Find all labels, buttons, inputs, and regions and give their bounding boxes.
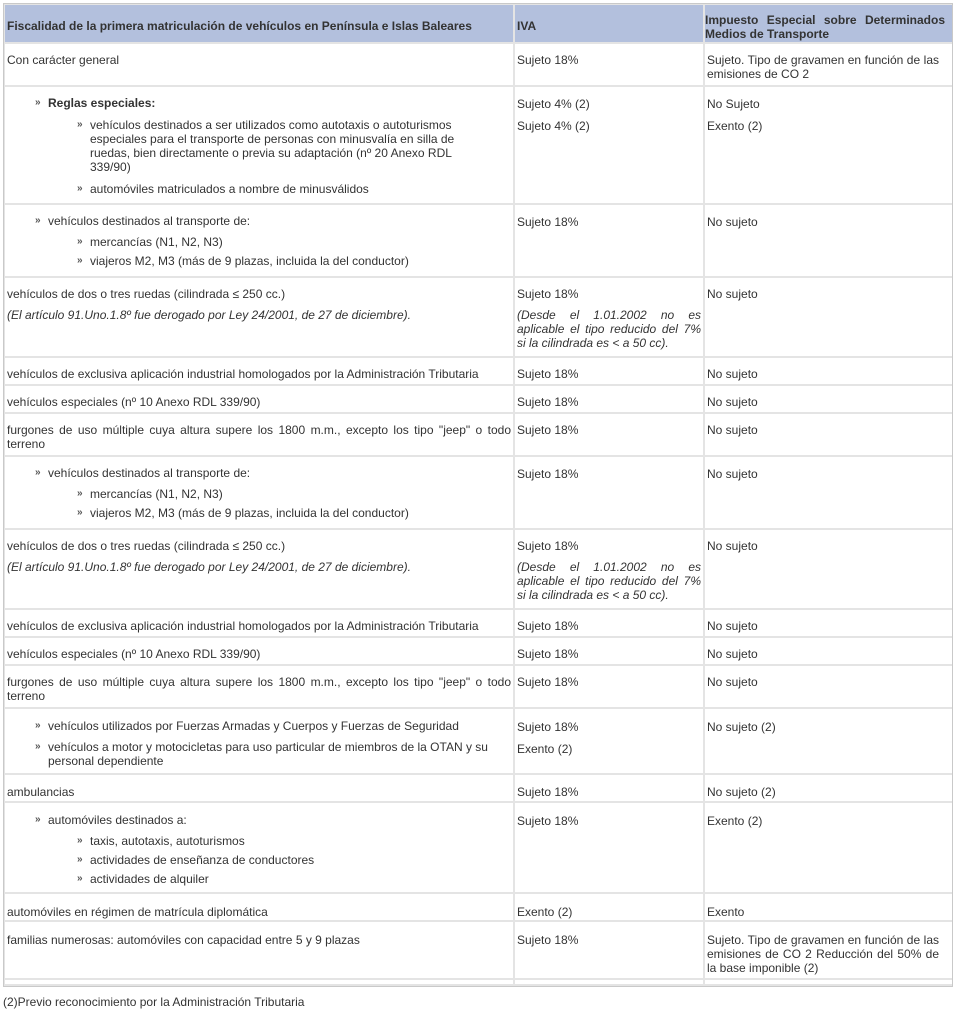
table-row-cell: Sujeto 18% [515, 610, 703, 636]
double-chevron-right-icon: » [77, 873, 83, 884]
table-row-cell: Sujeto 18% [515, 666, 703, 707]
header-iedmt: Impuesto Especial sobre Determinados Medios de Transporte [705, 5, 952, 42]
table-row-cell: Sujeto. Tipo de gravamen en función de las emisiones de CO 2 [705, 44, 952, 85]
table-row-cell [5, 457, 513, 528]
table-row-cell: No sujeto [705, 386, 952, 412]
table-row-cell [705, 980, 952, 984]
double-chevron-right-icon: » [77, 507, 83, 518]
table-row-cell: vehículos especiales (nº 10 Anexo RDL 339/90) [5, 638, 513, 664]
table-row-cell: furgones de uso múltiple cuya altura supere los 1800 m.m., excepto los tipo "jeep" o todo terreno [5, 414, 513, 455]
table-row-cell [5, 87, 513, 203]
table-row-cell: vehículos de exclusiva aplicación industrial homologados por la Administración Tributaria [5, 358, 513, 384]
table-row-cell: Sujeto 18% [515, 205, 703, 276]
table-row-cell: Sujeto 18% [515, 638, 703, 664]
double-chevron-right-icon: » [35, 215, 41, 226]
table-row-cell: familias numerosas: automóviles con capacidad entre 5 y 9 plazas [5, 922, 513, 978]
list-item: » vehículos a motor y motocicletas para uso particular de miembros de la OTAN y su personal dependiente [35, 740, 488, 768]
table-row-cell: No sujeto [705, 414, 952, 455]
table-row-cell: Sujeto 18% [515, 775, 703, 801]
table-row-cell: Sujeto. Tipo de gravamen en función de las emisiones de CO 2 Reducción del 50% de la base imponible (2) [705, 922, 952, 978]
footnote: (2)Previo reconocimiento por la Administración Tributaria [3, 995, 305, 1009]
table-row-cell: Sujeto 18% (Desde el 1.01.2002 no es aplicable el tipo reducido del 7% si la cilindrada es < a 50 cc). [515, 530, 703, 608]
table-row-cell: Exento (2) [705, 803, 952, 892]
table-row-cell: No sujeto [705, 278, 952, 356]
table-row-cell [5, 205, 513, 276]
table-row-cell: Sujeto 18% Exento (2) [515, 709, 703, 773]
table-row-cell: automóviles en régimen de matrícula diplomática [5, 894, 513, 920]
table-row-cell: Sujeto 18% [515, 803, 703, 892]
table-row-cell: No sujeto (2) [705, 709, 952, 773]
double-chevron-right-icon: » [77, 835, 83, 846]
list-item: » actividades de alquiler [77, 872, 209, 886]
table-row-cell [5, 709, 513, 773]
table-row-cell [515, 980, 703, 984]
double-chevron-right-icon: » [35, 814, 41, 825]
table-row-cell: Exento [705, 894, 952, 920]
table-row-cell: No sujeto [705, 457, 952, 528]
table-row-cell: No sujeto [705, 638, 952, 664]
table-row-cell: Sujeto 18% (Desde el 1.01.2002 no es aplicable el tipo reducido del 7% si la cilindrada es < a 50 cc). [515, 278, 703, 356]
table-row-cell: Sujeto 18% [515, 358, 703, 384]
table-row-cell: Sujeto 18% [515, 386, 703, 412]
list-item: » vehículos destinados al transporte de: [35, 466, 251, 480]
table-row-cell: Sujeto 18% [515, 922, 703, 978]
double-chevron-right-icon: » [77, 488, 83, 499]
list-item: » viajeros M2, M3 (más de 9 plazas, incluida la del conductor) [77, 254, 409, 268]
table-row-cell: Sujeto 18% [515, 414, 703, 455]
table-row-cell: vehículos especiales (nº 10 Anexo RDL 339/90) [5, 386, 513, 412]
double-chevron-right-icon: » [35, 467, 41, 478]
double-chevron-right-icon: » [35, 720, 41, 731]
list-item: » vehículos destinados a ser utilizados como autotaxis o autoturismos especiales para el transporte de personas con minusvalía en silla de ruedas, bien directamente o previa su adaptación (nº 20 Anexo RDL 339/90) [77, 118, 455, 174]
table-row-cell: No sujeto [705, 610, 952, 636]
table-row-cell: Sujeto 18% [515, 44, 703, 85]
header-iva: IVA [515, 5, 703, 42]
table-row-cell: furgones de uso múltiple cuya altura supere los 1800 m.m., excepto los tipo "jeep" o todo terreno [5, 666, 513, 707]
double-chevron-right-icon: » [77, 854, 83, 865]
list-item: » actividades de enseñanza de conductores [77, 853, 315, 867]
list-item: » taxis, autotaxis, autoturismos [77, 834, 245, 848]
table-row-cell: ambulancias [5, 775, 513, 801]
double-chevron-right-icon: » [77, 119, 83, 130]
table-row-cell: vehículos de exclusiva aplicación industrial homologados por la Administración Tributaria [5, 610, 513, 636]
list-item: » automóviles destinados a: [35, 813, 187, 827]
list-item: » mercancías (N1, N2, N3) [77, 487, 223, 501]
table-row-cell: Con carácter general [5, 44, 513, 85]
table-row-cell: No sujeto (2) [705, 775, 952, 801]
list-item: » automóviles matriculados a nombre de minusválidos [77, 182, 369, 196]
double-chevron-right-icon: » [77, 183, 83, 194]
list-item: » vehículos destinados al transporte de: [35, 214, 251, 228]
double-chevron-right-icon: » [77, 236, 83, 247]
table-row-cell: No Sujeto Exento (2) [705, 87, 952, 203]
table-row-cell: vehículos de dos o tres ruedas (cilindrada ≤ 250 cc.) (El artículo 91.Uno.1.8º fue derogado por Ley 24/2001, de 27 de diciembre). [5, 530, 513, 608]
list-item: » viajeros M2, M3 (más de 9 plazas, incluida la del conductor) [77, 506, 409, 520]
table-row-cell: Sujeto 4% (2) Sujeto 4% (2) [515, 87, 703, 203]
double-chevron-right-icon: » [35, 741, 41, 752]
double-chevron-right-icon: » [77, 255, 83, 266]
list-item: » mercancías (N1, N2, N3) [77, 235, 223, 249]
table-row-cell: vehículos de dos o tres ruedas (cilindrada ≤ 250 cc.) (El artículo 91.Uno.1.8º fue derogado por Ley 24/2001, de 27 de diciembre). [5, 278, 513, 356]
double-chevron-right-icon: » [35, 97, 41, 108]
fiscal-table [3, 3, 953, 987]
table-row-cell: No sujeto [705, 358, 952, 384]
header-concept: Fiscalidad de la primera matriculación de vehículos en Península e Islas Baleares [5, 5, 513, 42]
list-item: » vehículos utilizados por Fuerzas Armadas y Cuerpos y Fuerzas de Seguridad [35, 719, 459, 733]
table-row-cell [5, 803, 513, 892]
table-row-cell: Sujeto 18% [515, 457, 703, 528]
table-row-cell: Exento (2) [515, 894, 703, 920]
table-row-cell: No sujeto [705, 530, 952, 608]
table-row-cell: No sujeto [705, 666, 952, 707]
table-row-cell: No sujeto [705, 205, 952, 276]
list-item: » Reglas especiales: [35, 96, 156, 110]
table-row-cell [5, 980, 513, 984]
